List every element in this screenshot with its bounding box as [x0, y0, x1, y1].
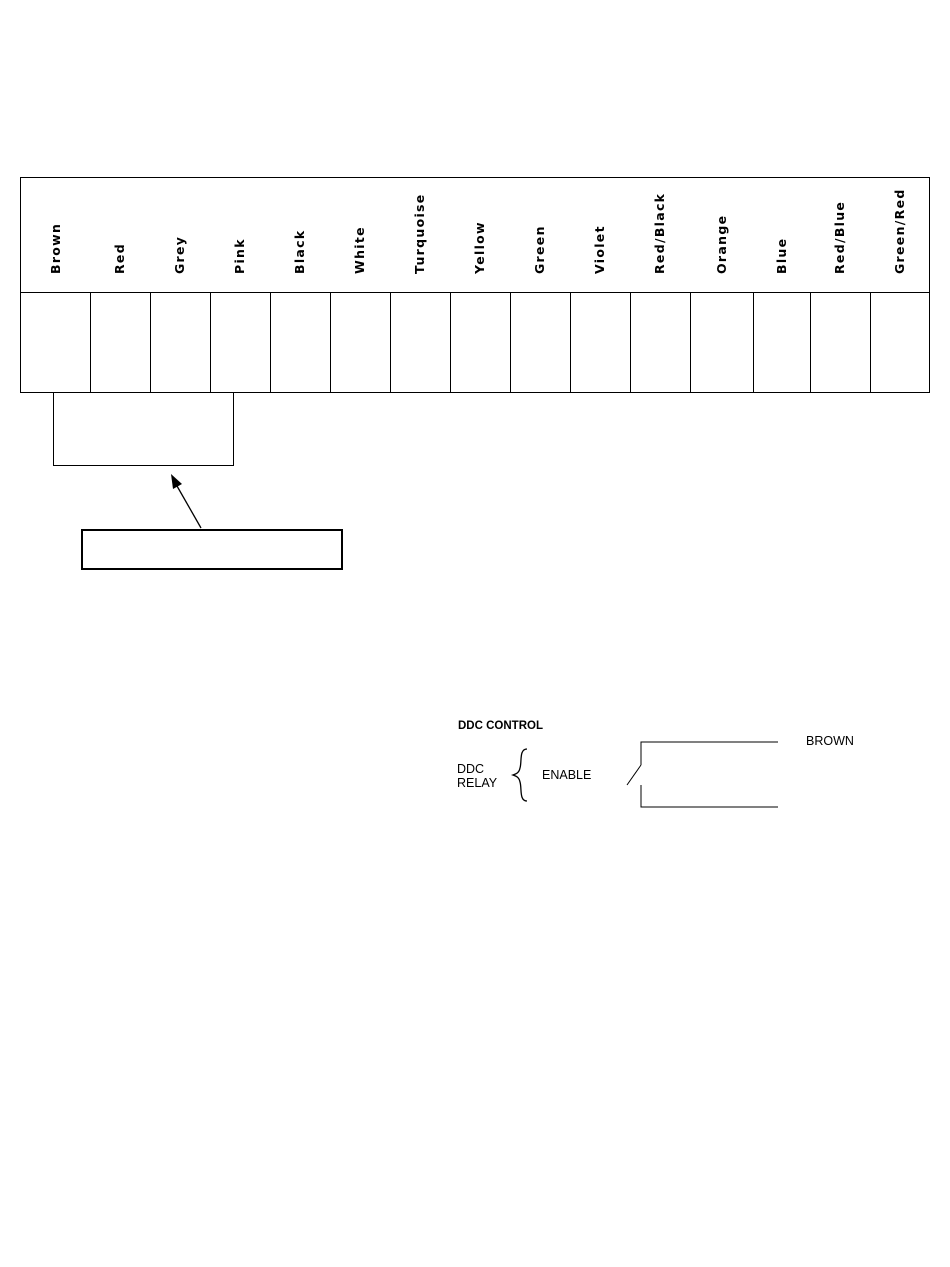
enable-label: ENABLE — [542, 768, 592, 782]
wire-color-label: Violet — [592, 225, 607, 274]
ddc-control-title: DDC CONTROL — [458, 720, 543, 732]
wire-color-label: Orange — [714, 214, 729, 274]
wire-color-label: White — [352, 226, 367, 274]
wire-color-label: Turquoise — [412, 193, 427, 274]
ddc-relay-line2: RELAY — [457, 776, 498, 790]
wire-color-label: Grey — [172, 235, 187, 274]
wire-color-label: Green/Red — [892, 188, 907, 274]
callout-arrow — [171, 474, 201, 528]
wire-color-label: Yellow — [472, 221, 487, 274]
wire-color-label: Brown — [48, 222, 63, 274]
ddc-relay-label — [457, 762, 497, 790]
wire-color-label: Red/Black — [652, 192, 667, 274]
wire-color-label: Pink — [232, 238, 247, 274]
wire-color-label: Blue — [774, 237, 789, 274]
wire-color-label: Red/Blue — [832, 200, 847, 274]
ddc-relay-line1: DDC — [457, 762, 485, 776]
wire-color-label: Red — [112, 243, 127, 274]
jumper-callout-box — [81, 529, 343, 570]
wire-color-label: Green — [532, 225, 547, 274]
brown-wire-label: BROWN — [806, 734, 854, 748]
wire-color-label: Black — [292, 229, 307, 274]
